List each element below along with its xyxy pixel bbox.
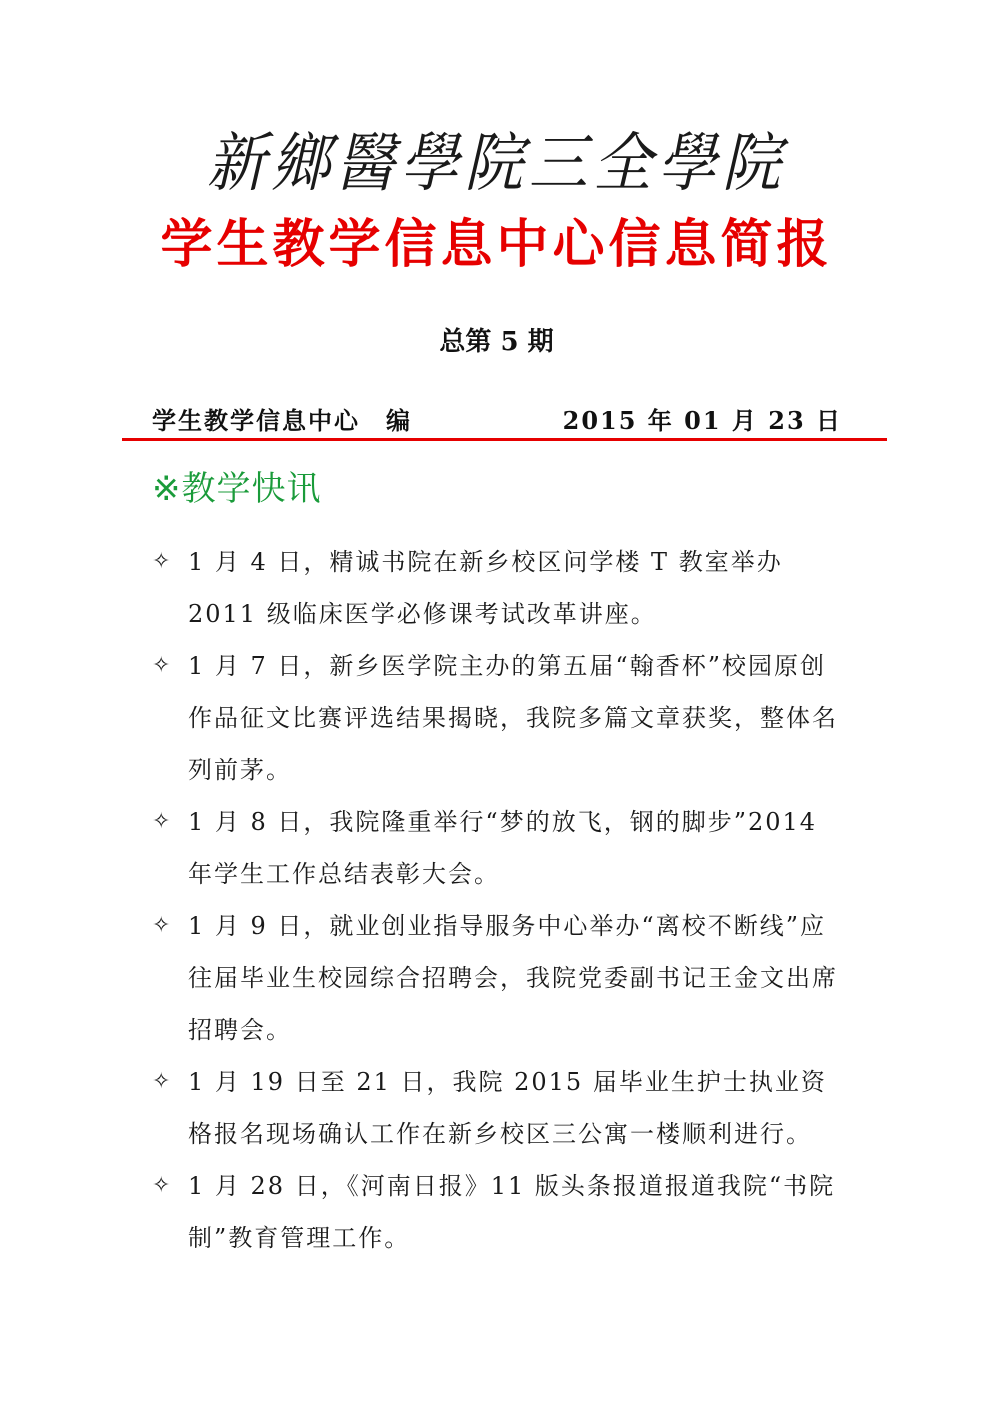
news-item-text: 1 月 9 日，就业创业指导服务中心举办“离校不断线”应往届毕业生校园综合招聘会，我院党委副书记王金文出席招聘会。: [188, 912, 838, 1044]
diamond-star-icon: ✧: [152, 549, 173, 574]
news-item: [152, 536, 842, 640]
news-item: [152, 900, 842, 1056]
news-item-text: 1 月 7 日，新乡医学院主办的第五届“翰香杯”校园原创作品征文比赛评选结果揭晓，我院多篇文章获奖，整体名列前茅。: [188, 652, 838, 784]
news-item-text: 1 月 8 日，我院隆重举行“梦的放飞，钢的脚步”2014 年学生工作总结表彰大会。: [188, 808, 818, 888]
news-item: [152, 1160, 842, 1264]
diamond-star-icon: ✧: [152, 809, 173, 834]
diamond-star-icon: ✧: [152, 1069, 173, 1094]
news-item: [152, 796, 842, 900]
news-item-text: 1 月 4 日，精诚书院在新乡校区问学楼 T 教室举办 2011 级临床医学必修课考试改革讲座。: [188, 548, 783, 628]
newsletter-headline: 学生教学信息中心信息简报: [160, 214, 833, 275]
diamond-star-icon: ✧: [152, 1173, 173, 1198]
news-list: [152, 536, 842, 1264]
diamond-star-icon: ✧: [152, 913, 173, 938]
byline: [152, 404, 842, 438]
news-item-text: 1 月 28 日，《河南日报》11 版头条报道报道我院“书院制”教育管理工作。: [188, 1172, 836, 1252]
diamond-star-icon: ✧: [152, 653, 173, 678]
news-item: [152, 1056, 842, 1160]
header-divider: [122, 438, 887, 441]
news-item: [152, 640, 842, 796]
section-title: ※教学快讯: [152, 469, 322, 509]
issue-number: 总第 5 期: [439, 327, 554, 357]
editor-label: 学生教学信息中心 编: [152, 406, 412, 435]
calligraphy-title: 新鄉醫學院三全學院: [206, 127, 787, 201]
news-item-text: 1 月 19 日至 21 日，我院 2015 届毕业生护士执业资格报名现场确认工作在新乡校区三公寓一楼顺利进行。: [188, 1068, 827, 1148]
publish-date: 2015 年 01 月 23 日: [562, 406, 842, 435]
